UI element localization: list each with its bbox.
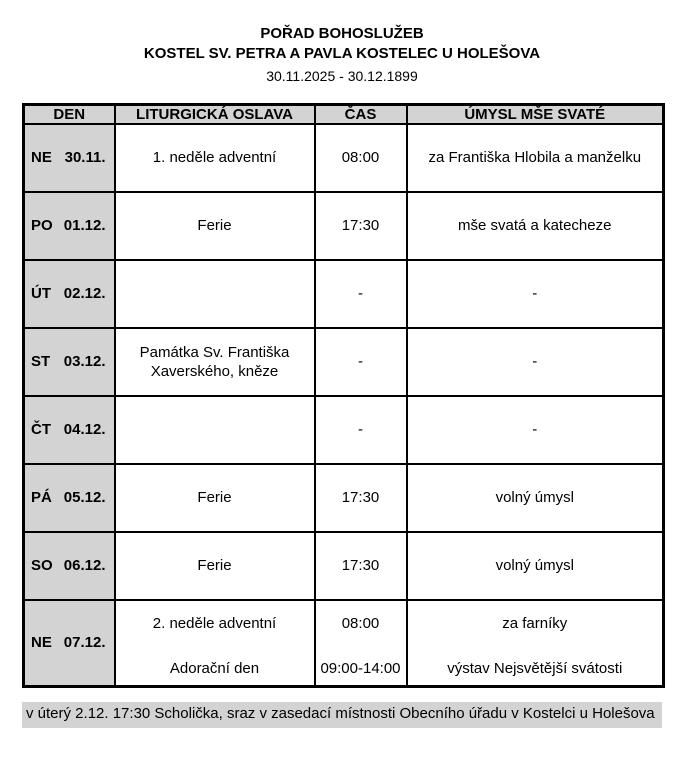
day-abbrev: PO: [31, 217, 53, 235]
day-cell: [24, 192, 115, 260]
day-abbrev: PÁ: [31, 489, 52, 507]
header-cell-time: ČAS: [315, 105, 407, 125]
time-cell: 08:00: [315, 124, 407, 192]
table-row: [24, 464, 664, 532]
day-abbrev: NE: [31, 149, 52, 167]
time-cell: 17:30: [315, 192, 407, 260]
header-cell-intention: ÚMYSL MŠE SVATÉ: [407, 105, 664, 125]
liturgy-cell: Památka Sv. Františka Xaverského, kněze: [115, 328, 315, 396]
header-cell-den: DEN: [24, 105, 115, 125]
intention-cell: volný úmysl: [407, 532, 664, 600]
liturgy-cell: 1. neděle adventní: [115, 124, 315, 192]
time-cell: -: [315, 396, 407, 464]
intention-line-1: za farníky: [502, 615, 568, 632]
liturgy-cell: Ferie: [115, 192, 315, 260]
day-abbrev: ČT: [31, 421, 51, 439]
intention-line-2: výstav Nejsvětější svátosti: [447, 659, 623, 677]
day-abbrev: ÚT: [31, 285, 51, 303]
liturgy-cell: [115, 260, 315, 328]
liturgy-cell: [115, 600, 315, 686]
time-cell: 17:30: [315, 464, 407, 532]
page-title: POŘAD BOHOSLUŽEB: [260, 25, 424, 42]
intention-cell: volný úmysl: [407, 464, 664, 532]
day-date: 30.11.: [64, 149, 106, 167]
liturgy-cell: Ferie: [115, 532, 315, 600]
intention-cell: -: [407, 328, 664, 396]
footer-note: v úterý 2.12. 17:30 Scholička, sraz v zasedací místnosti Obecního úřadu v Kostelci u Holešova: [22, 702, 662, 728]
liturgy-line-1: 2. neděle adventní: [152, 615, 277, 632]
time-cell: -: [315, 260, 407, 328]
day-cell: [24, 396, 115, 464]
date-range: 30.11.2025 - 30.12.1899: [266, 68, 418, 84]
intention-cell: -: [407, 396, 664, 464]
table-row: [24, 600, 664, 686]
table-row: [24, 532, 664, 600]
day-cell: [24, 464, 115, 532]
time-line-2: 09:00-14:00: [320, 659, 401, 677]
intention-cell: za Františka Hlobila a manželku: [407, 124, 664, 192]
liturgy-cell: [115, 396, 315, 464]
table-row: [24, 260, 664, 328]
table-row: [24, 124, 664, 192]
day-date: 03.12.: [63, 353, 106, 371]
day-abbrev: SO: [31, 557, 53, 575]
intention-cell: -: [407, 260, 664, 328]
table-row: [24, 328, 664, 396]
day-date: 06.12.: [63, 557, 106, 575]
church-name: KOSTEL SV. PETRA A PAVLA KOSTELEC U HOLEŠOVA: [143, 45, 541, 62]
intention-cell: mše svatá a katecheze: [407, 192, 664, 260]
document-header: [0, 0, 684, 85]
time-line-1: 08:00: [341, 615, 380, 632]
table-row: [24, 192, 664, 260]
day-abbrev: ST: [31, 353, 51, 371]
table-row: [24, 396, 664, 464]
liturgy-line-2: Adorační den: [169, 659, 260, 677]
header-row: [24, 105, 664, 125]
day-date: 01.12.: [63, 217, 106, 235]
day-cell: [24, 532, 115, 600]
day-cell: [24, 260, 115, 328]
time-cell: 17:30: [315, 532, 407, 600]
day-abbrev: NE: [31, 634, 52, 651]
time-cell: -: [315, 328, 407, 396]
header-cell-liturgy: LITURGICKÁ OSLAVA: [115, 105, 315, 125]
day-date: 07.12.: [63, 634, 106, 651]
time-cell: [315, 600, 407, 686]
schedule-table: [22, 103, 665, 688]
day-cell: [24, 124, 115, 192]
day-cell: [24, 600, 115, 686]
liturgy-cell: Ferie: [115, 464, 315, 532]
day-date: 04.12.: [63, 421, 106, 439]
intention-cell: [407, 600, 664, 686]
day-cell: [24, 328, 115, 396]
day-date: 05.12.: [63, 489, 106, 507]
day-date: 02.12.: [63, 285, 106, 303]
